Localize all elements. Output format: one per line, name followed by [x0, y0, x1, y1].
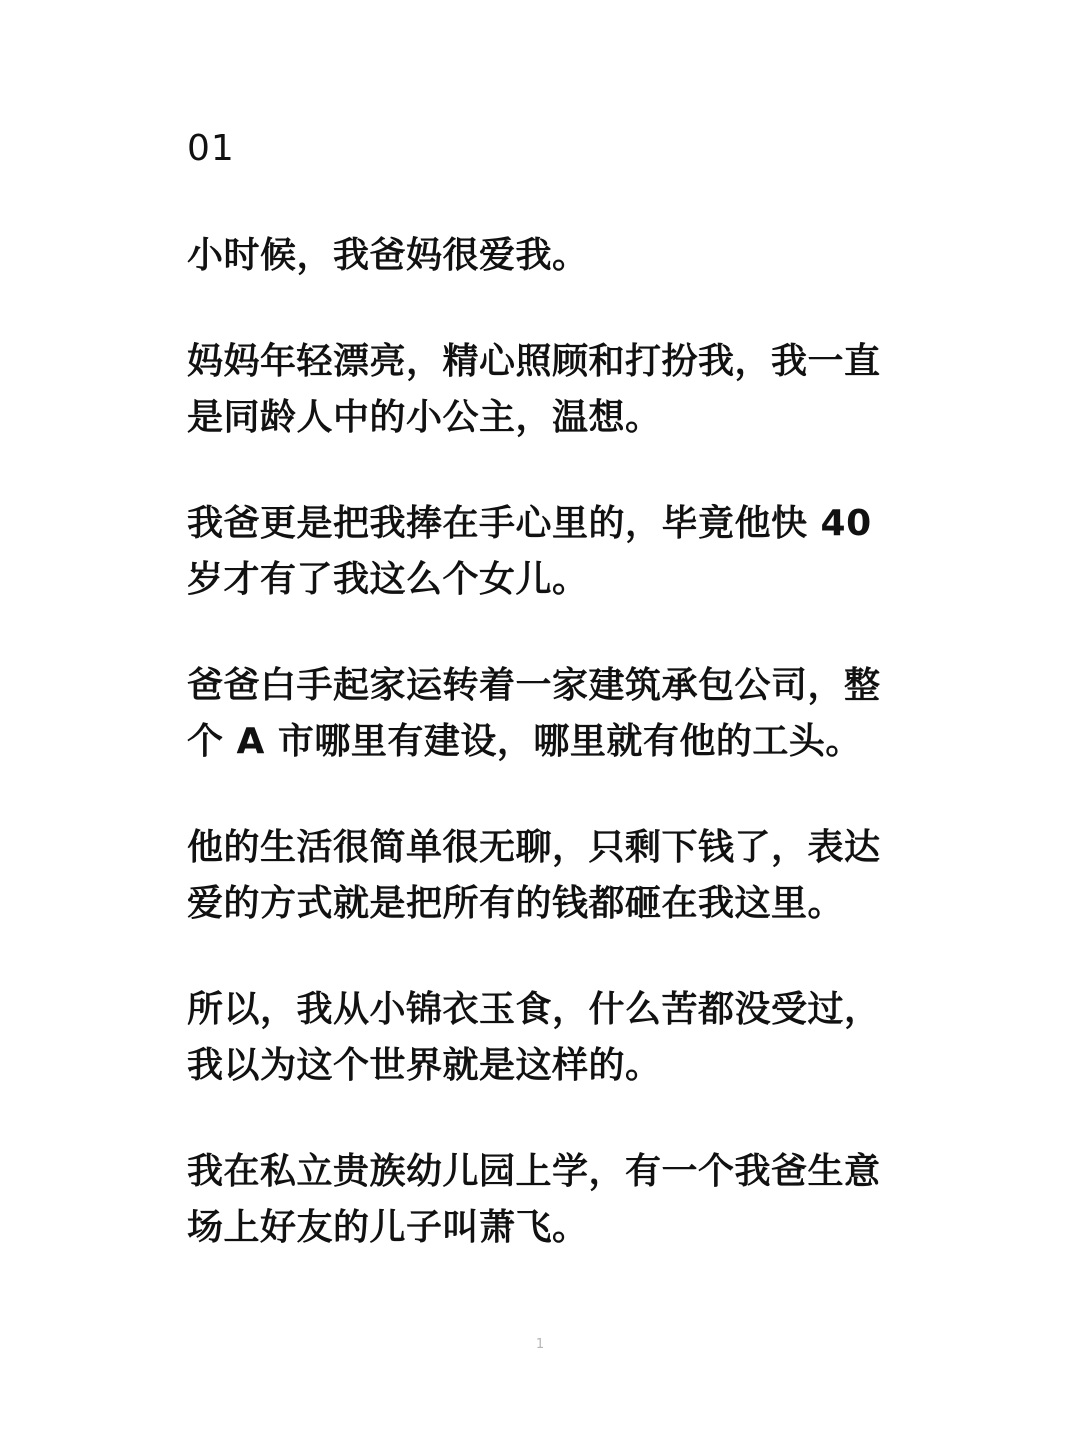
paragraph: 他的生活很简单很无聊，只剩下钱了，表达爱的方式就是把所有的钱都砸在我这里。 — [187, 827, 881, 924]
story-text — [187, 228, 907, 1306]
paragraph: 小时候，我爸妈很爱我。 — [187, 235, 589, 276]
paragraph: 我爸更是把我捧在手心里的，毕竟他快 40 岁才有了我这么个女儿。 — [187, 503, 872, 600]
paragraph: 所以，我从小锦衣玉食，什么苦都没受过，我以为这个世界就是这样的。 — [187, 989, 881, 1086]
page-number: 1 — [535, 1337, 545, 1352]
paragraph: 爸爸白手起家运转着一家建筑承包公司，整个 A 市哪里有建设，哪里就有他的工头。 — [187, 665, 881, 762]
chapter-number: 01 — [187, 128, 235, 169]
paragraph: 我在私立贵族幼儿园上学，有一个我爸生意场上好友的儿子叫萧飞。 — [187, 1151, 881, 1248]
paragraph: 妈妈年轻漂亮，精心照顾和打扮我，我一直是同龄人中的小公主，温想。 — [187, 341, 881, 438]
